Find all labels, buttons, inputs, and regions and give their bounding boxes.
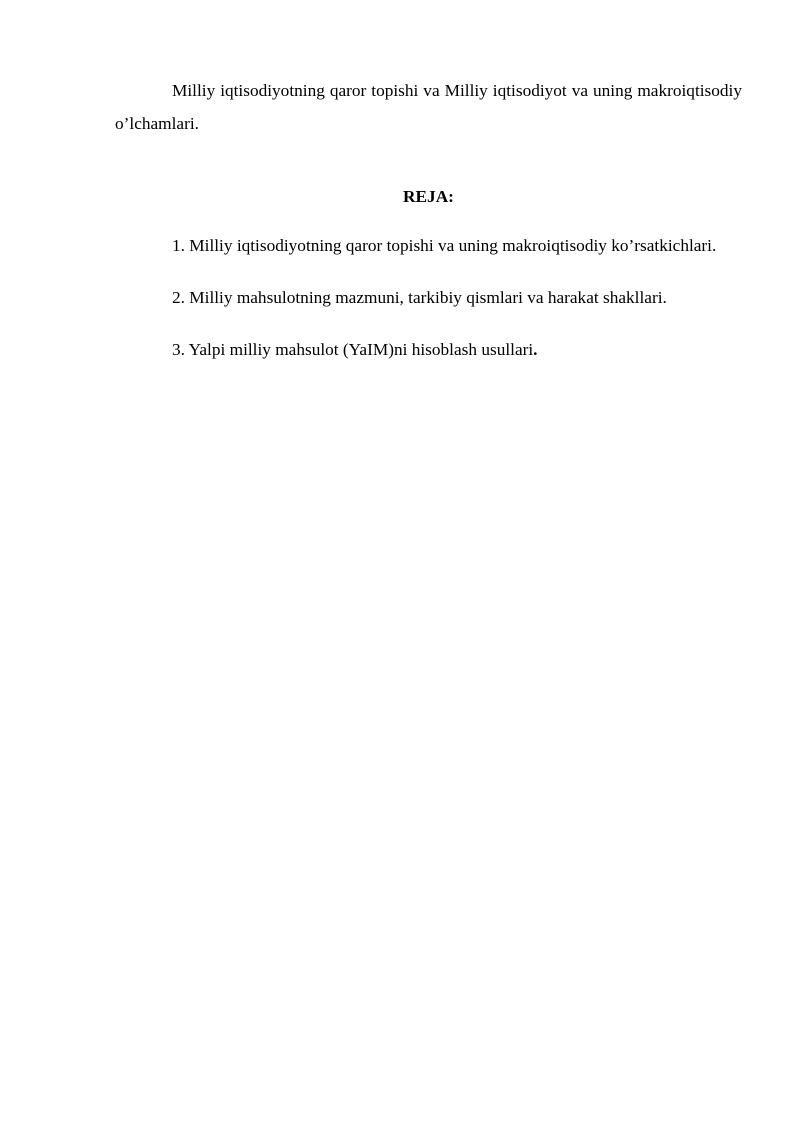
- plan-item-1: 1. Milliy iqtisodiyotning qaror topishi va uning makroiqtisodiy ko’rsatkichlari.: [172, 236, 717, 255]
- plan-item-3-text: 3. Yalpi milliy mahsulot (YaIM)ni hisoblash usullari: [172, 340, 534, 359]
- plan-item-3: [115, 333, 742, 366]
- plan-item-3-period: .: [533, 340, 538, 359]
- document-body: [115, 74, 742, 385]
- plan-item-2: 2. Milliy mahsulotning mazmuni, tarkibiy qismlari va harakat shakllari.: [172, 288, 667, 307]
- intro-paragraph: Milliy iqtisodiyotning qaror topishi va Milliy iqtisodiyot va uning makroiqtisodiy o’lchamlari.: [115, 81, 742, 133]
- plan-heading: REJA:: [403, 187, 454, 206]
